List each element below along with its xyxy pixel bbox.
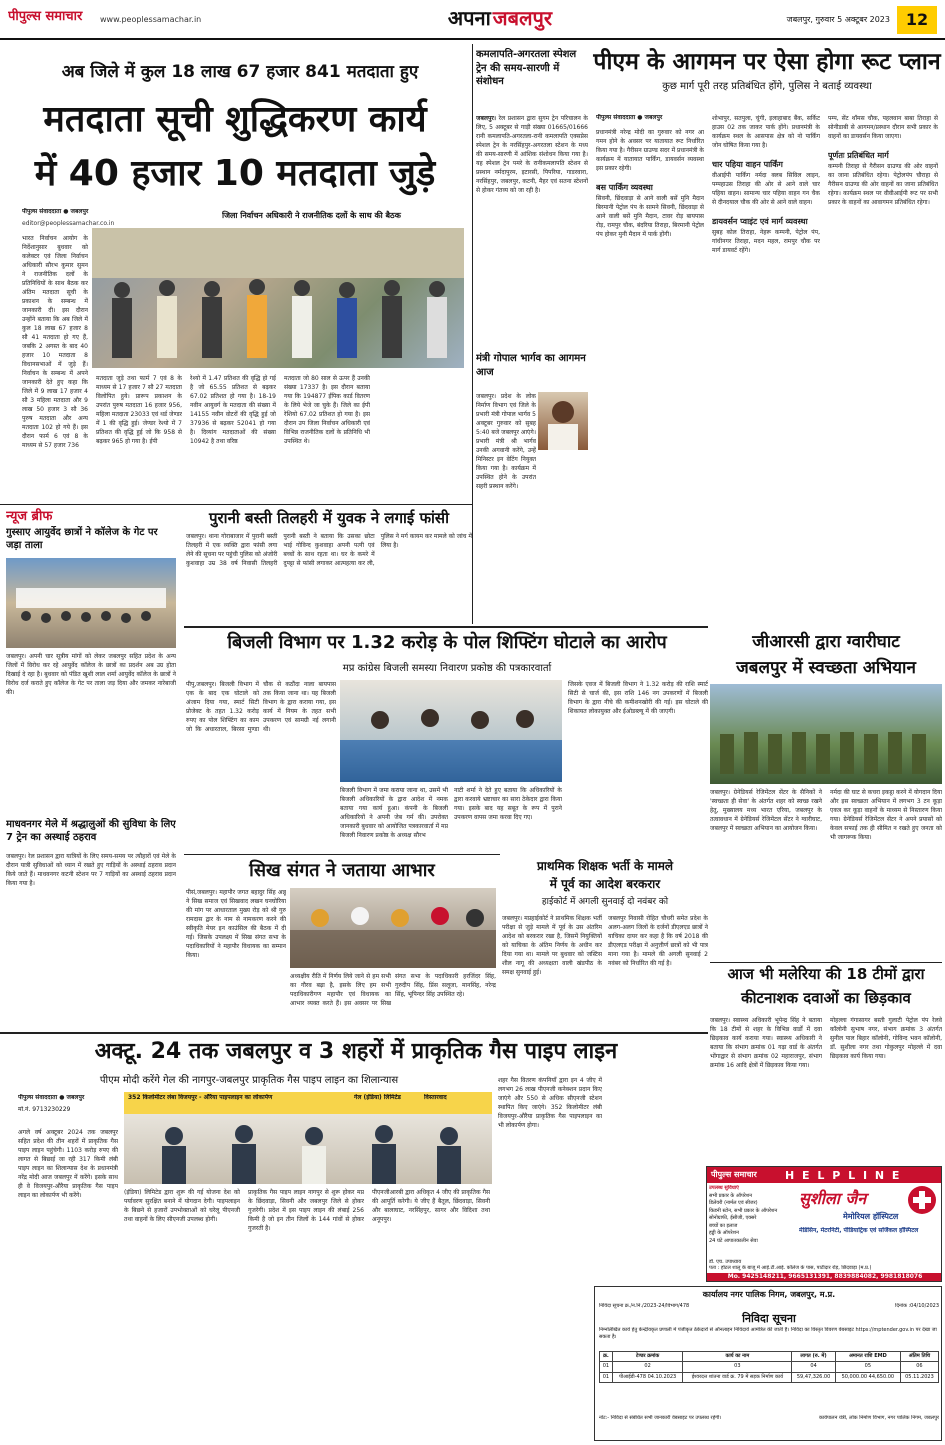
pm-col2-text: शोभापुर, सतपुला, चुंगी, इलाहाबाद बैंक, सर्किट हाउस 02 तक जाकर पार्क होंगे। प्रधानमंत्री के कार्यक्रम स्थल के आसपास क्षेत्र को नो पार्किंग जोन घोषित किया गया है। [712, 115, 820, 149]
car-parking-text: वीआईपी पार्किंग नर्मदा क्लब सिविल लाइन, पम्पहाउस तिराहा की ओर से आने वाले चार पहिया वाहन। सामान्य चार पहिया वाहन गन चैक से दीनदयाल चौक की ओर से आने वाले वाहन। [712, 172, 820, 206]
brief-1-photo [6, 558, 176, 648]
pm-byline: पीपुल्स संवाददाता ● जबलपुर [596, 114, 663, 121]
gas-byline: पीपुल्स संवाददाता ● जबलपुर [18, 1094, 85, 1101]
car-parking-heading: चार पहिया वाहन पार्किंग [712, 160, 783, 169]
lead-col-1: भारत निर्वाचन आयोग के निर्देशानुसार बुधवार को कलेक्टर एवं जिला निर्वाचन अधिकारी सौरभ कुमार सुमन ने राजनीतिक दलों के प्रतिनिधियों के साथ बैठक कर अंतिम मतदाता सूची के प्रकाशन के सम्बन्ध में जानकारी दी। इस दौरान उन्होंने बताया कि अब जिले में कुल 18 लाख 67 हजार 8 सौ 41 मतदाता हो गए हैं, जबकि 2 अगस्त के बाद 40 हजार 10 मतदाता 8 विधानसभाओं में जुड़े हैं। निर्वाचन के सम्बन्ध में अपने जानकारी देते हुए कहा कि जिले में 9 लाख 17 हजार 4 सौ 3 महिला मतदाता और 9 लाख 50 हजार 3 सौ 36 पुरुष मतदाता और अन्य मतदाता 102 हो गये हैं। इस दौरान फार्म 6 एवं 8 के माध्यम से 57 हजार 736 [22, 235, 88, 449]
teacher-headline-2: में पूर्व का आदेश बरकरार [549, 877, 661, 891]
table-cell: 03 [683, 1362, 792, 1372]
table-row [600, 1372, 939, 1382]
train-byline: जबलपुर। [476, 115, 497, 122]
electric-col-4: जिसके एवज में बिजली विभाग ने 1.32 करोड़ की राशि स्मार्ट सिटी से चार्ज की, इस राशि 146 नग उपकरणों में बिजली विभाग के द्वारा नीचे की कमीशनखोरी की गई। इस घोटाले की शिकायत लोकायुक्त और ईओडब्ल्यू में की जाएगी। [568, 681, 708, 715]
tender-intro: निम्नलिखित कार्य हेतु केन्द्रीयकृत प्रणाली में पंजीकृत ठेकेदारों से ऑनलाइन निविदायें आमंत्रित की जाती हैं। निविदा का विस्तृत विवरण वेबसाइट https://mptender.gov.in पर देखा जा सकता है। [599, 1327, 937, 1340]
lead-col-3: रेश्यो में 1.47 प्रतिशत की वृद्धि हो गई है जो 65.55 प्रतिशत से बढ़कर 67.02 प्रतिशत हो गया है। 18-19 नवीन आयुवर्ग के मतदाता की संख्या में 14155 नवीन वोटरों की वृद्धि हुई जो 37936 से बढ़कर 52041 हो गया है। दिव्यांग मतदाताओं की संख्या 10942 है तथा वरिष्ठ [190, 375, 276, 445]
brief-1-body: जबलपुर। अपनी चार सूत्रीय मांगों को लेकर जबलपुर सहित प्रदेश के अन्य जिलों में विरोध कर रहे आयुर्वेद कॉलेज के छात्रों का प्रदर्शन अब उग्र होता दिखाई दे रहा है। बुधवार को पंडित खुशी लाल शर्मा आयुर्वेद कॉलेज के छात्रों ने विरोध दर्ज कराते हुए कॉलेज के गेट पर ताला जड़ दिया और जमकर नारेबाजी की। [6, 653, 176, 696]
lead-headline-1: मतदाता सूची शुद्धिकरण कार्य [43, 99, 427, 140]
lead-photo [92, 228, 464, 368]
tender-header-row [600, 1352, 939, 1362]
table-cell: 02 [612, 1362, 682, 1372]
tender-col-header: कार्य का नाम [683, 1352, 792, 1362]
lead-email: editor@peoplessamachar.co.in [22, 220, 115, 227]
protest-crowd-image [6, 558, 176, 648]
sikh-col-1: पीसं,जबलपुर। महापौर जगत बहादुर सिंह अन्नू ने सिख समाज एवं सिखवाद लखन घनघोरिया की मांग पर आधारताल मुख्य रोड़ को श्री गुरु रामदास द्वार के नाम से नामकरण करने की स्वीकृति मेयर इन काउंसिल की बैठक में दी गई। जिसके उपलक्ष्य में सिख संगत सभा के पदाधिकारियों ने महापौर विधायक का सम्मान किया। [186, 889, 286, 959]
helpline-ad [706, 1166, 942, 1282]
diversion-text: सुबह कोल तिराहा, नेहरू कम्पनी, पेट्रोल पंप, गांधीनगर तिराहा, मदन महल, रामपुर चौक पर मार्ग डायवर्ट रहेंगे। [712, 229, 820, 254]
lead-photo-caption: जिला निर्वाचन अधिकारी ने राजनीतिक दलों के साथ की बैठक [222, 211, 401, 220]
malaria-headline-1: आज भी मलेरिया की 18 टीमों द्वारा [727, 965, 925, 983]
gas-col-4: पीएनजीआरबी द्वारा अधिकृत 4 जीए की प्राकृतिक गैस की आपूर्ति करेगी। ये जीए हैं बैतूल, छिंदवाड़ा, सिवनी और बालाघाट, नरसिंहपुर, सागर और विदिशा तथा अनूपपुर। [372, 1189, 490, 1223]
person-portrait-image [538, 392, 588, 450]
tilhari-headline: पुरानी बस्ती तिलहरी में युवक ने लगाई फांसी [209, 509, 449, 527]
cleanliness-headline-1: जीआरसी द्वारा ग्वारीघाट [752, 632, 900, 652]
tender-col-header: अंतिम तिथि [900, 1352, 938, 1362]
banned-routes-heading: पूर्णतः प्रतिबंधित मार्ग [828, 151, 889, 160]
table-cell: ईश्वरदत्त शांतना वार्ड क्र. 79 में सड़क निर्माण कार्य [683, 1372, 792, 1382]
pm-col-2 [712, 114, 820, 618]
cleanliness-headline-2: जबलपुर में स्वच्छता अभियान [736, 658, 916, 678]
sikh-story [186, 858, 498, 1030]
tender-signatory: कार्यपालन यंत्री, लोक निर्माण विभाग, नगर पालिक निगम, जबलपुर [819, 1415, 939, 1421]
table-cell: 50,000.00 44,650.00 [835, 1372, 900, 1382]
electric-story [186, 630, 708, 852]
paper-name: पीपुल्स समाचार [8, 9, 83, 24]
train-body [476, 114, 588, 344]
soldiers-group-image [710, 684, 942, 784]
tender-col-header: टेण्डर क्रमांक [612, 1352, 682, 1362]
table-cell: 01 [600, 1362, 613, 1372]
gas-headline: अक्टू. 24 तक जबलपुर व 3 शहरों में प्राकृतिक गैस पाइप लाइन [94, 1039, 618, 1064]
paper-logo [8, 8, 98, 30]
service-item: डिलेवरी (नार्मल एवं सीजर) [709, 1200, 758, 1206]
table-cell: 05 [835, 1362, 900, 1372]
table-cell: 05.11.2023 [900, 1372, 938, 1382]
services-title: उपलब्ध सुविधाएं [709, 1185, 739, 1191]
lead-byline: पीपुल्स संवाददाता ● जबलपुर [22, 208, 89, 215]
sikh-rule [184, 854, 500, 855]
pm-route-story [592, 46, 942, 626]
malaria-col-1: जबलपुर। स्वास्थ्य अधिकारी भूपेन्द्र सिंह ने बताया कि 18 टीमों से शहर के विभिन्न वार्डों में दवा छिड़काव कार्य कराया गया। स्वास्थ्य अधिकारी ने बताया कि संभाग क्रमांक 01 गढ़ा वार्ड के अंतर्गत भोंगाद्वार से संभाग क्रमांक 02 महाराजपुर, संभाग क्रमांक 16 आदि क्षेत्रों में छिड़काव किया गया। [710, 1017, 822, 1069]
hospital-address: पता : होटल शालू के बाजू में आई.टी.आई. कॉलेज के पास, पाटीदार रोड़, छिंदवाड़ा (म.प्र.) [709, 1265, 872, 1271]
lead-story [0, 42, 470, 502]
banned-routes-text: कम्पनी तिराहा से गैरीसन ग्राउण्ड की ओर वाहनों का जाना प्रतिबंधित रहेगा। पेट्रोलपंप चौराहा से गैरीसन ग्राउण्ड की ओर वाहनों का जाना प्रतिबंधित रहेगा। कार्यक्रम स्थल पर वीवीआईपी रूट पर सभी प्रकार के वाहनों का आवागमन प्रतिबंधित रहेगा। [828, 163, 938, 206]
electric-col-1: पीपु,जबलपुर। बिजली विभाग में एक के बाद एक घोटाले को अंजाम दिया गया, स्मार्ट सिटी प्रोजेक्ट के तहत 1.32 करोड़ रुपए का पोल शिफ्टिंग का काम जो कि अधारताल, बिरसा मुण्डा चौक से कठौंदा नाला बायपास तक किया जाना था। यह बिजली विभाग के द्वारा कराया गया, इस कार्य में नियम के तहत सभी उपकरण एवं सामग्री नई लगानी थी। [186, 681, 336, 733]
column-rule [472, 44, 473, 624]
diversion-heading: डायवर्सन प्वाइंट एवं मार्ग व्यवस्था [712, 217, 808, 226]
teacher-story [502, 858, 708, 1030]
cleanliness-photo [710, 684, 942, 784]
tender-col-header: क्र. [600, 1352, 613, 1362]
service-item: 24 घंटे आपातकालीन सेवा [709, 1237, 758, 1244]
masthead [0, 0, 945, 40]
section-title [400, 4, 600, 36]
malaria-rule [710, 962, 942, 963]
tender-title: निविदा सूचना [742, 1312, 796, 1325]
brief-1-headline: गुस्साए आयुर्वेद छात्रों ने कॉलेज के गेट पर जड़ा ताला [6, 527, 158, 551]
gas-banner-3: विस्तारवाद [424, 1094, 447, 1101]
section-city: जबलपुर [492, 6, 553, 30]
sikh-photo [290, 888, 496, 968]
tender-footer: नोट:- निविदा से संबंधित सभी जानकारी वेबसाइट पर उपलब्ध रहेगी। [599, 1415, 722, 1421]
service-item: हड्डी के ऑपरेशन [709, 1230, 739, 1236]
felicitation-group-image [290, 888, 496, 968]
gas-col-2: (इंडिया) लिमिटेड द्वारा शुरू की गई योजना देश को पर्यावरण सुरक्षित बनाने में योगदान देगी। पाइपलाइन के बिछने से हजारों उपभोक्ताओं को घरेलू पीएनजी तथा वाहनों के लिए सीएनजी उपलब्ध होगी। [124, 1189, 240, 1223]
service-item: किडनी स्टोन, सभी प्रकार के ऑपरेशन [709, 1207, 778, 1214]
gas-col-1: अगले वर्ष अक्टूबर 2024 तक जबलपुर सहित प्रदेश की तीन शहरों में प्राकृतिक गैस पाइप लाइन पहुंचेगी। 1103 करोड़ रुपए की लागत से बिछाई जा रही 317 किमी लंबी पाइप लाइन का शिलान्यास देश के प्रधानमंत्री नरेंद्र मोदी आज जबलपुर में करेंगे। इसके साथ ही वे विजयपुर-औरैया प्राकृतिक गैस पाइप लाइन का लोकार्पण भी करेंगे। [18, 1129, 118, 1199]
electric-subhead: मप्र कांग्रेस बिजली समस्या निवारण प्रकोष्ठ की पत्रकारवार्ता [342, 663, 552, 674]
pm-intro: प्रधानमंत्री नरेन्द्र मोदी का गुरुवार को नगर आ गमन होने के अवसर पर यातायात रूट निर्धारित किया गया है। गैरीसन ग्राउण्ड सदर में प्रधानमंत्री के कार्यक्रम में यातायात पार्किंग, डायवर्सन व्यवस्था इस प्रकार रहेगी। [596, 129, 704, 172]
gas-banner-2: गेल (इंडिया) लिमिटेड [354, 1094, 401, 1101]
people-group-image [92, 228, 464, 368]
gas-col-3: प्राकृतिक गैस पाइप लाइन नागपुर से शुरू होकर मप्र के छिंदवाड़ा, सिवनी और जबलपुर जिले से होकर गुजरेगी। प्रदेश में इस पाइप लाइन की लंबाई 256 किमी है जो इन तीन जिलों के 144 गांवों से होकर गुजरती है। [248, 1189, 364, 1232]
news-brief-label: न्यूज ब्रीफ [6, 509, 53, 524]
dateline: जबलपुर, गुरुवार 5 अक्टूबर 2023 [786, 15, 890, 24]
service-item: सभी प्रकार के ऑपरेशन [709, 1192, 752, 1199]
pm-subhead: कुछ मार्ग पूरी तरह प्रतिबंधित होंगे, पुलिस ने बताई व्यवस्था [662, 81, 872, 92]
tender-notice [594, 1286, 942, 1441]
minister-photo [538, 392, 588, 450]
pm-col-3 [828, 114, 938, 618]
lead-col-2: मतदाता जुड़े तथा फार्म 7 एवं 8 के माध्यम से 17 हजार 7 सौ 27 मतदाता विलोपित हुये। प्रारूप प्रकाशन के उपरांत पुरुष मतदाता 16 हजार 956, महिला मतदाता 23033 एवं थर्ड जेण्डर में 1 की वृद्धि हुई। जेण्डर रेश्यो में 7 प्रतिशत की वृद्धि हुई जो कि 958 से बढ़कर 965 हो गया है। ईपी [96, 375, 182, 445]
teacher-subhead: हाईकोर्ट में अगली सुनवाई दो नवंबर को [541, 897, 669, 907]
teacher-headline-1: प्राथमिक शिक्षक भर्ती के मामले [536, 859, 674, 873]
malaria-col-2: मोहल्ला गंगासागर बस्ती गुलाटी पेट्रोल पंप रेलवे कॉलोनी सुभाष नगर, संभाग क्रमांक 3 अंतर्गत सुनील पाल बिहार कॉलोनी, गोविन्द भवन कॉलोनी, डॉ. सुशीला नगर तथा गोकुलपुर मोहल्ले में दवा छिड़काव कार्य किया गया। [830, 1017, 942, 1060]
brief-2-body: जबलपुर। रेल प्रशासन द्वारा यात्रियों के लिए समय-समय पर त्यौहारों एवं मेले के दौरान यात्री सुविधाओं को ध्यान में रखते हुए गाड़ियों के अस्थाई ठहराव प्रदान किये जाते हैं। माधवनगर कटनी स्टेशन पर 7 गाड़ियों का अस्थाई ठहराव प्रदान किया गया है। [6, 853, 176, 887]
table-row [600, 1362, 939, 1372]
table-cell: 04 [792, 1362, 835, 1372]
electric-col-2: बिजली विभाग में जमा कराया जाना था, उसमें भी बिजली अधिकारियों के द्वारा आदेश में नमक बताया गया कार्य हुआ। कंपनी के बिजली अधिकारियों ने अपनी जेब गर्म की। उपरोक्त जानकारी बुधवार को आयोजित पत्रकारवार्ता में मप्र बिजली निवारण प्रकोष्ठ के अध्यक्ष सौरभ [340, 787, 448, 839]
lead-kicker: अब जिले में कुल 18 लाख 67 हजार 841 मतदाता हुए [61, 62, 419, 82]
tilhari-body: जबलपुर। थाना गोराबाजार में पुरानी बस्ती तिलहरी में एक व्यक्ति द्वारा फांसी लगा लेने की सूचना पर पहुंची पुलिस को अंजोरी कुशवाहा उम्र 38 वर्ष निवासी तिलहरी पुरानी बस्ती ने बताया कि उसका छोटा भाई गोविन्द कुशवाहा अपनी पत्नी एवं बच्चों के साथ रहता था। घर के कमरे में दुपट्टा से फांसी लगाकर आत्महत्या कर ली, पुलिस ने मर्ग कायम कर मामले को जांच में लिया है। [186, 533, 472, 567]
news-brief [4, 506, 180, 1006]
sikh-headline: सिख संगत ने जताया आभार [249, 860, 435, 881]
gas-mobile: मो.नं. 9713230229 [18, 1106, 71, 1113]
tender-col-header: अमानत राशि EMD [835, 1352, 900, 1362]
train-headline: कमलापति-अगरतला स्पेशल ट्रेन की समय-सारणी में संशोधन [476, 49, 577, 87]
minister-body: जबलपुर। प्रदेश के लोक निर्माण विभाग एवं जिले के प्रभारी मंत्री गोपाल भार्गव 5 अक्टूबर गुरुवार को सुबह 5:40 बजे जबलपुर आएंगे। प्रभारी मंत्री श्री भार्गव उनकी अगवानी करेंगे, उन्हें मिनिस्टर इन वेटिंग नियुक्त किया गया है। कार्यक्रम में उपस्थित होने के उपरांत सहरी प्रस्थान करेंगे। [476, 393, 536, 490]
train-body-text: रेल प्रशासन द्वारा सुगम ट्रेन परिचालन के लिए, 5 अक्टूबर से गाड़ी संख्या 01665/01666 रानी कमलापति-अगरतला-रानी कमलापति एक्सप्रेस स्पेशल ट्रेन के नरसिंहपुर-अगरतला स्टेशन के मध्य की समय-सारणी में आंशिक संशोधन किया गया है। यह स्पेशल ट्रेन पमरे के रानीकमलापति स्टेशन से प्रस्थान नर्मदापुरम, इटारसी, पिपरिया, गाडरवारा, नरसिंहपुर, जबलपुर, कटनी, मैहर एवं सतना स्टेशनों से होकर गंतव्य को जा रही है। [476, 115, 588, 194]
tilhari-story [186, 506, 472, 622]
bus-parking-heading: बस पार्किंग व्यवस्था [596, 183, 653, 192]
train-story [476, 48, 588, 628]
teacher-col-1: जबलपुर। मप्रहाईकोर्ट ने प्राथमिक शिक्षक भर्ती परीक्षा से जुड़े मामले में पूर्व के उस अंतरिम आदेश को बरकरार रखा है, जिसमें नियुक्तियों को याचिका के अंतिम निर्णय के अधीन कर दिया गया था। मामले पर बुधवार को जस्टिस शील नागू की अध्यक्षता वाली खंडपीठ के समक्ष सुनवाई हुई। [502, 915, 602, 976]
brief-rule [0, 504, 472, 505]
helpline-title: H E L P L I N E [785, 1169, 902, 1182]
electric-col-3: नाटी शर्मा ने देते हुए बताया कि अधिकारियों के द्वारा करवाये भ्रष्टाचार का सारा ठेकेदार द्वारा किया गया। इसके बाद यह सबूत के रूप में पुराने उपकरण वापस जमा करवा दिए गए। [454, 787, 562, 821]
table-cell: 59,47,326.00 [792, 1372, 835, 1382]
electric-photo [340, 680, 562, 782]
cleanliness-story [710, 630, 942, 960]
electric-rule [184, 626, 708, 628]
gas-banner-1: 352 किलोमीटर लंबा विजयपुर - औरैया पाइपलाइन का लोकार्पण [128, 1094, 273, 1101]
service-item: बच्चों का इलाज [709, 1222, 738, 1229]
brief-2-headline: माधवनगर मेले में श्रद्धालुओं की सुविधा के लिए 7 ट्रेन का अस्थाई ठहराव [6, 819, 176, 843]
gas-rule [0, 1032, 708, 1034]
minister-headline: मंत्री गोपाल भार्गव का आगमन आज [476, 353, 586, 378]
helpline-header [707, 1167, 942, 1183]
tender-table [599, 1351, 939, 1383]
section-label: अपना [447, 6, 491, 30]
teacher-col-2: जबलपुर निवासी रोहित चौधरी समेत प्रदेश के अलग-अलग जिलों के दर्जनों डीएलएड छात्रों ने याचिका दायर कर कहा है कि वर्ष 2018 की डीएलएड परीक्षा में अनुत्तीर्ण छात्रों को भी पात्र माना गया है। मामले की अगली सुनवाई 2 नवंबर को निर्धारित की गई है। [608, 915, 708, 967]
table-cell: 01 [600, 1372, 613, 1382]
bus-parking-text: सिवनी, छिंदवाड़ा से आने वाली बसें मुनि मैदान बिरमानी पेट्रोल पंप के सामने सिवनी, छिंदवाड़ा से आने वाली बसें मुनि मैदान, टावर रोड़ बायपास रोड़, रामपुर चौक, बंदरिया तिराहा, बिरमानी पेट्रोल पंप होकर मुनी मैदान में पार्क होंगी। [596, 195, 704, 238]
page-number: 12 [897, 6, 937, 34]
gas-photo [124, 1092, 492, 1184]
hospital-sub: मेमोरियल हॉस्पिटल [843, 1212, 899, 1221]
sikh-col-2: अध्यक्षीय रीति में निर्णय लिये जाने से हम सभी का गौरव बढ़ा है, इसके लिए हम सभी पदाधिकारीगण महापौर एवं विधायक का आभार व्यक्त करते हैं। इस अवसर पर सिख संगत सभा के पदाधिकारी हरजिंदर सिंह, गुरुदीप सिंह, प्रिंस सलूजा, मानसिंह, नरेन्द्र सिंह, भूपिन्दर सिंह उपस्थित रहे। [290, 973, 496, 1007]
hospital-name: सुशीला जैन [799, 1189, 867, 1208]
tender-date: दिनांक :04/10/2023 [895, 1303, 939, 1309]
hospital-doctor: डॉ. एच. उपाध्याय [709, 1259, 742, 1265]
malaria-headline-2: कीटनाशक दवाओं का छिड़काव [741, 989, 911, 1007]
table-cell: पीआईडी-478 04.10.2023 [612, 1372, 682, 1382]
officials-stage-image [124, 1092, 492, 1184]
service-item: सोनोग्राफी, ईसीजी, एक्सरे [709, 1215, 757, 1221]
tender-ref: निविदा सूचना क्र./न.नि./2023-24/विभाग/478 [599, 1303, 690, 1309]
tender-table-wrap [599, 1351, 939, 1411]
hospital-phones[interactable]: Mo. 9425148211, 9665131391, 8839884082, 9981818076 [707, 1273, 942, 1282]
pm-col3-text: पम्प, सेंट थॉमस चौक, पहलवान बाबा तिराहा से सोनीडाबी से आगमन/प्रस्थान दौरान सभी प्रकार के वाहनों का डायवर्सन किया जाएगा। [828, 115, 938, 140]
pm-col-1 [596, 128, 704, 618]
helpline-services [709, 1185, 795, 1263]
website-link[interactable]: www.peoplessamachar.in [100, 15, 202, 24]
gas-col-5: शहर गैस वितरण कंपनियाँ द्वारा इन 4 जीए में लगभग 26 लाख पीएनजी कनेक्शन प्रदान किए जाएंगे और 550 से अधिक सीएनजी स्टेशन स्थापित किए जाएंगे। 352 किलोमीटर लंबी विजयपुर-औरैया प्राकृतिक गैस पाइपलाइन का भी लोकार्पण होगा। [498, 1077, 602, 1129]
lead-headline-2: में 40 हजार 10 मतदाता जुड़े [34, 153, 436, 194]
cleanliness-col-1: जबलपुर। ग्रेनेडियर्स रेजिमेंटल सेंटर के सैनिकों ने 'स्वच्छता ही सेवा' के अंतर्गत शहर को स्वच्छ रखने हेतु, मुख्यालय मध्य भारत एरिया, जबलपुर के तत्वावधान में ग्रेनेडियर्स रेजिमेंटल सेंटर ने ग्वारीघाट, जबलपुर में स्वच्छता अभियान का आयोजन किया। [710, 789, 822, 832]
malaria-story [710, 964, 942, 1164]
gas-subhead: पीएम मोदी करेंगे गेल की नागपुर-जबलपुर प्राकृतिक गैस पाइप लाइन का शिलान्यास [99, 1075, 399, 1086]
electric-headline: बिजली विभाग पर 1.32 करोड़ के पोल शिफ्टिंग घोटाले का आरोप [227, 632, 667, 653]
hospital-specialty: मेडिसिन, मेटरनिटी, पीडियाट्रिक एवं सर्जिकल हॉस्पिटल [799, 1227, 919, 1234]
table-cell: 06 [900, 1362, 938, 1372]
helpline-paper: पीपुल्स समाचार [711, 1170, 757, 1179]
cleanliness-col-2: नर्मदा की घाट से कचरा इकट्ठा करने में योगदान दिया और इस स्वच्छता अभियान में लगभग 3 टन कूड़ा एकत्र कर कूड़ा वाहनों के माध्यम से निस्तारण किया गया। ग्रेनेडियर्स रेजिमेंटल सेंटर ने अपने प्रयासों को केवल सफाई तक ही सीमित न रखते हुए जनता को भी जागरूक किया। [830, 789, 942, 841]
pm-headline: पीएम के आगमन पर ऐसा होगा रूट प्लान [593, 49, 941, 75]
tender-col-header: लागत (रु. में) [792, 1352, 835, 1362]
tender-office: कार्यालय नगर पालिक निगम, जबलपुर, म.प्र. [702, 1290, 836, 1299]
lead-col-4: मतदाता जो 80 साल से ऊपर हैं उनकी संख्या 17337 है। इस दौरान बताया गया कि 194877 ईपिक कार्ड वितरण के लिये भेजे जा चुके हैं। जिले का ईपी रेशियो 67.02 प्रतिशत हो गया है। इस दौरान उप जिला निर्वाचन अधिकारी एवं विभिन्न राजनीतिक दलों के प्रतिनिधि भी उपस्थित थे। [284, 375, 370, 445]
press-conference-image [340, 680, 562, 782]
